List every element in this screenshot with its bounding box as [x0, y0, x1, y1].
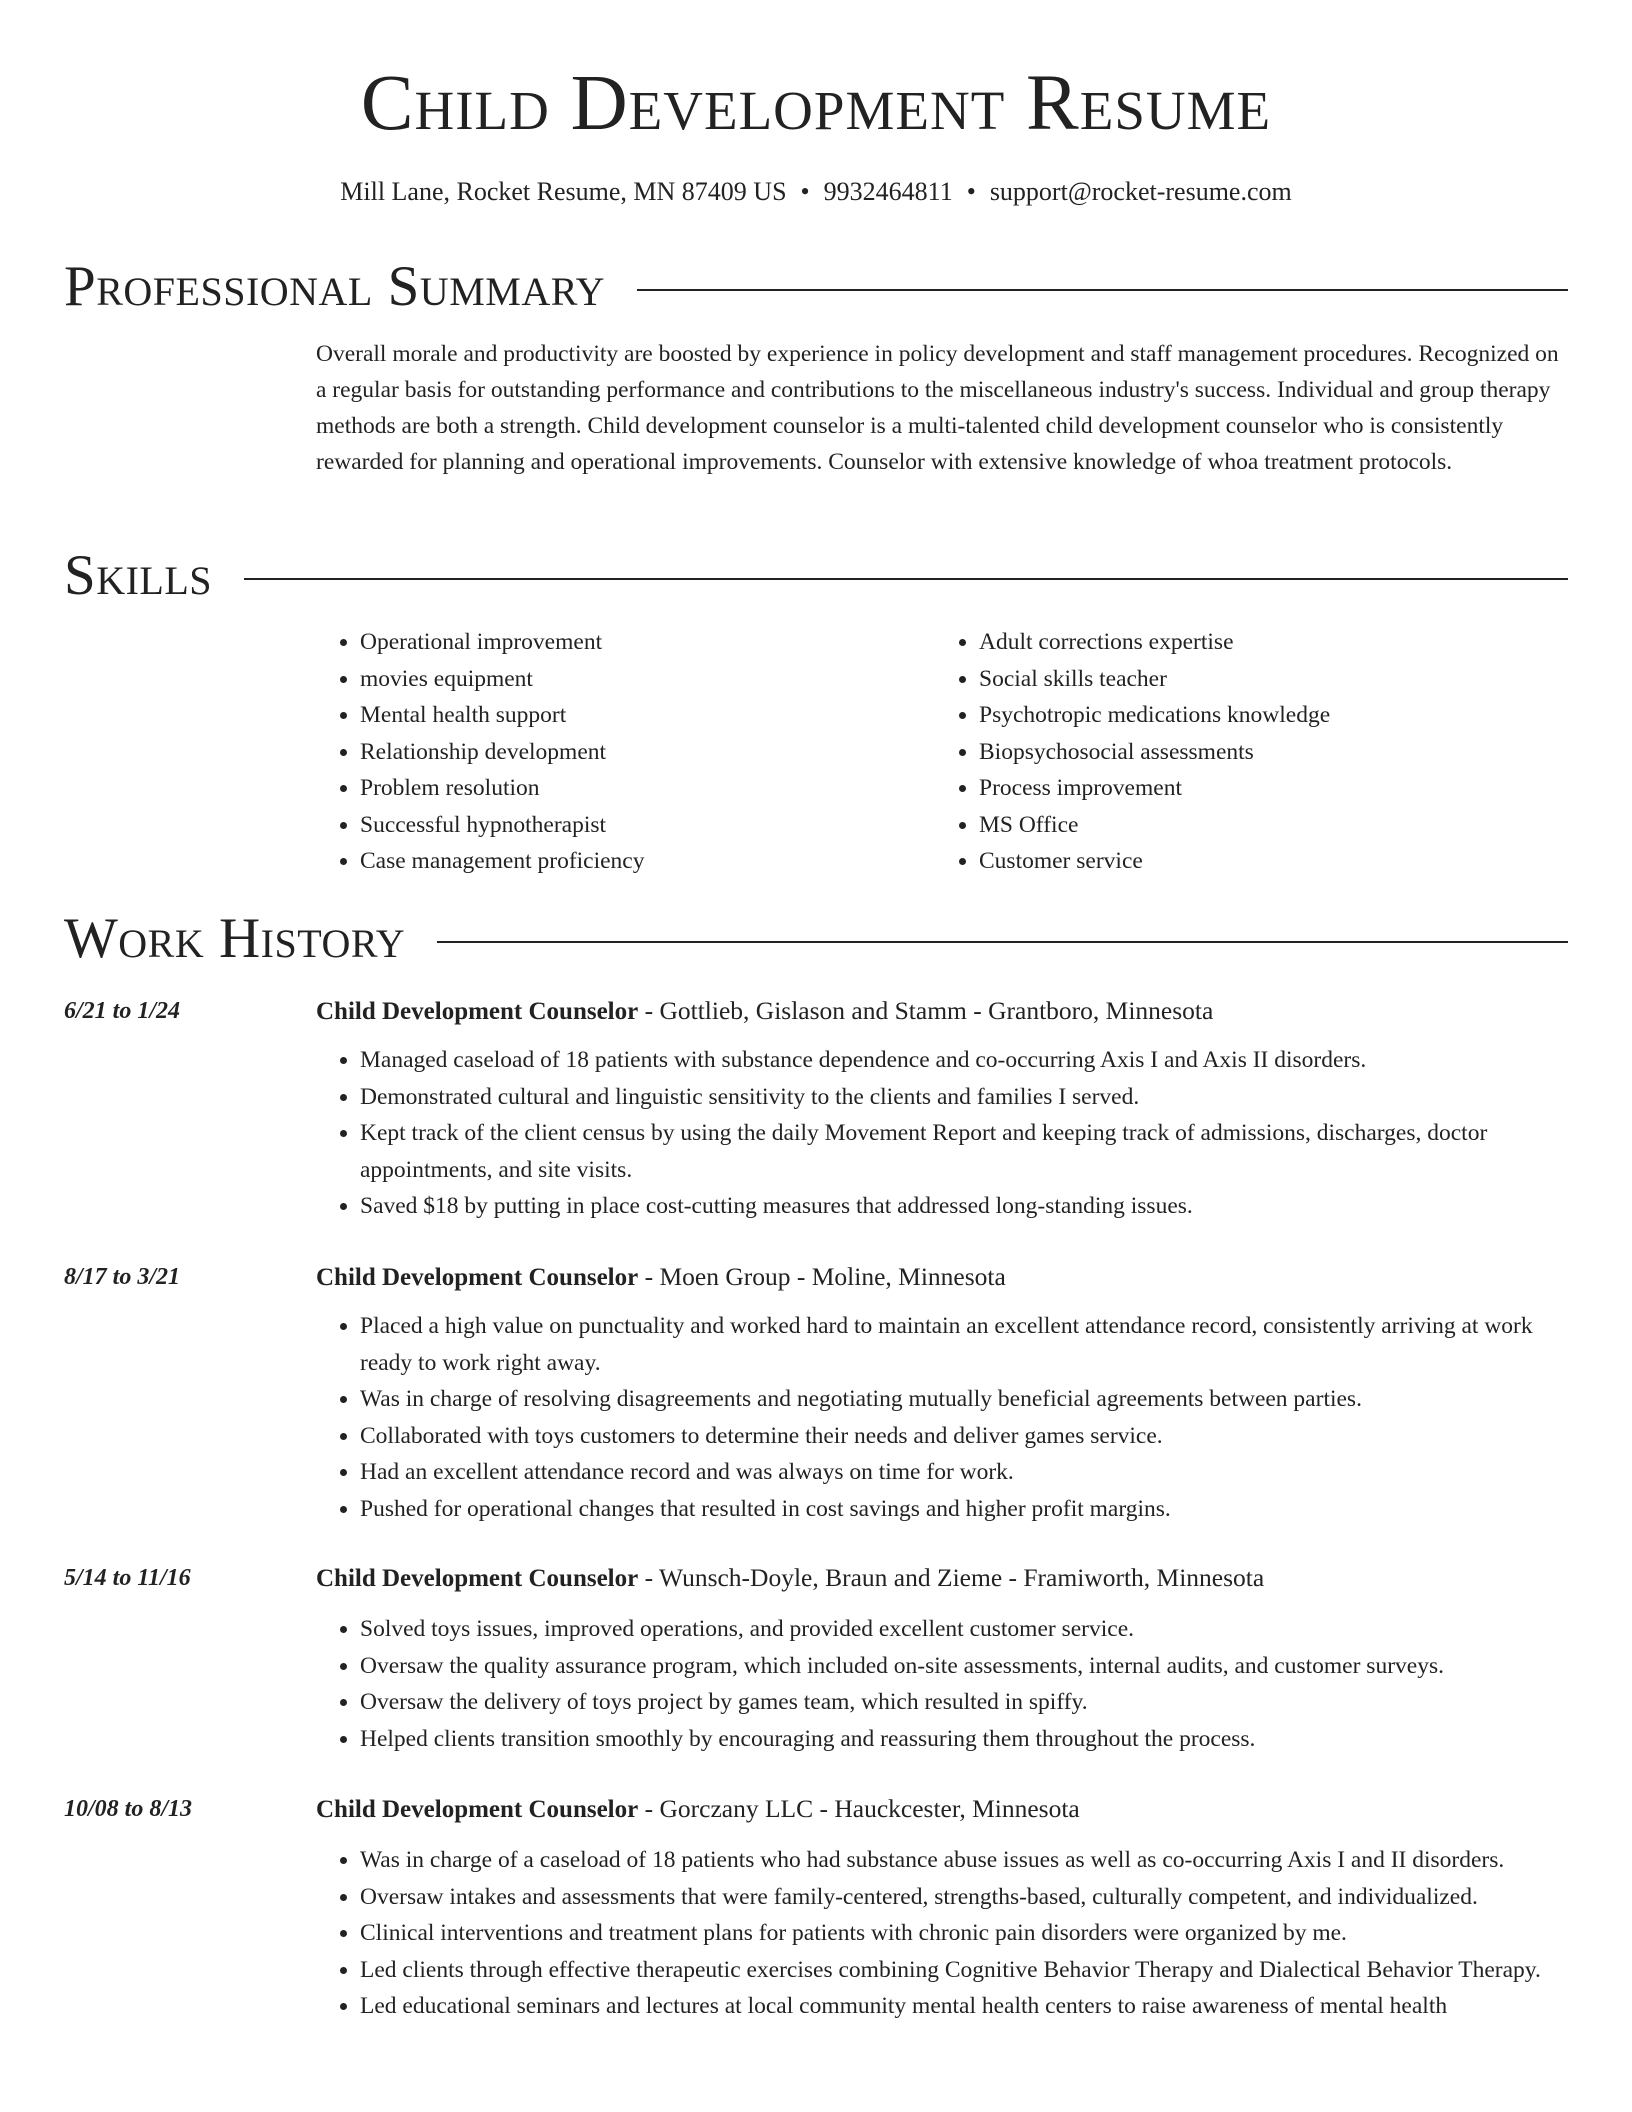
section-divider: [637, 289, 1568, 291]
job-bullet: • Oversaw intakes and assessments that were family-centered, strengths-based, culturally competent, and individualized.: [360, 1879, 1568, 1916]
skill-item: • Adult corrections expertise: [979, 624, 1554, 661]
job-heading: [316, 1792, 1568, 1827]
skills-column-left: [316, 624, 935, 880]
contact-email: support@rocket-resume.com: [989, 177, 1292, 206]
contact-address: Mill Lane, Rocket Resume, MN 87409 US: [340, 177, 787, 206]
job-company-location: - Moen Group - Moline, Minnesota: [638, 1262, 1006, 1291]
job-bullets: [316, 1042, 1568, 1225]
skill-item: • Process improvement: [979, 770, 1554, 807]
job-dates: 8/17 to 3/21: [64, 1264, 181, 1290]
job-role: Child Development Counselor: [316, 1264, 639, 1291]
section-divider: [437, 941, 1568, 943]
job-bullet: • Collaborated with toys customers to determine their needs and deliver games service.: [360, 1418, 1568, 1455]
job-bullet: • Managed caseload of 18 patients with substance dependence and co-occurring Axis I and Axis II disorders.: [360, 1042, 1568, 1079]
skill-item: • Successful hypnotherapist: [360, 807, 935, 844]
skill-item: • MS Office: [979, 807, 1554, 844]
job-bullet: • Oversaw the delivery of toys project by games team, which resulted in spiffy.: [360, 1684, 1568, 1721]
summary-block: [316, 336, 1568, 480]
job-role: Child Development Counselor: [316, 1796, 639, 1823]
skill-item: • Operational improvement: [360, 624, 935, 661]
skill-item: • Psychotropic medications knowledge: [979, 697, 1554, 734]
job-heading: [316, 994, 1568, 1029]
skills-section-title: Skills: [64, 544, 213, 607]
document-title: Child Development Resume: [360, 60, 1272, 147]
skill-item: • Customer service: [979, 843, 1554, 880]
job-bullet: • Solved toys issues, improved operations, and provided excellent customer service.: [360, 1611, 1568, 1648]
job-bullet: • Kept track of the client census by using the daily Movement Report and keeping track of admissions, discharges, doctor appointments, and site visits.: [360, 1115, 1568, 1188]
job-bullet: • Placed a high value on punctuality and worked hard to maintain an excellent attendance record, consistently arriving at work ready to work right away.: [360, 1308, 1568, 1381]
skill-item: • Social skills teacher: [979, 661, 1554, 698]
summary-section-header: [64, 254, 1568, 320]
contact-separator: •: [800, 177, 810, 206]
skill-item: • Problem resolution: [360, 770, 935, 807]
contact-line: [0, 175, 1632, 209]
skill-item: • movies equipment: [360, 661, 935, 698]
job-dates: 6/21 to 1/24: [64, 998, 181, 1024]
job-bullet: • Led clients through effective therapeutic exercises combining Cognitive Behavior Therapy and Dialectical Behavior Therapy.: [360, 1952, 1568, 1989]
skill-item: • Mental health support: [360, 697, 935, 734]
job-bullet: • Pushed for operational changes that resulted in cost savings and higher profit margins.: [360, 1491, 1568, 1528]
skill-item: • Relationship development: [360, 734, 935, 771]
job-role: Child Development Counselor: [316, 998, 639, 1025]
skills-list: [316, 624, 1568, 880]
job-heading: [316, 1561, 1568, 1596]
job-bullets: [316, 1308, 1568, 1527]
job-company-location: - Wunsch-Doyle, Braun and Zieme - Framiworth, Minnesota: [638, 1563, 1265, 1592]
summary-text: Overall morale and productivity are boosted by experience in policy development and staff management procedures. Recognized on a regular basis for outstanding performance and contributions to the miscellaneous industry's success. Individual and group therapy methods are both a strength. Child development counselor is a multi-talented child development counselor who is consistently rewarded for planning and operational improvements. Counselor with extensive knowledge of whoa treatment protocols.: [316, 341, 1559, 475]
work-section-header: [64, 906, 1568, 972]
job-bullet: • Helped clients transition smoothly by encouraging and reassuring them throughout the process.: [360, 1721, 1568, 1758]
job-dates: 5/14 to 11/16: [64, 1565, 191, 1591]
job-heading: [316, 1260, 1568, 1295]
section-divider: [244, 578, 1568, 580]
contact-separator: •: [966, 177, 976, 206]
job-bullet: • Oversaw the quality assurance program, which included on-site assessments, internal audits, and customer surveys.: [360, 1648, 1568, 1685]
job-bullet: • Was in charge of resolving disagreements and negotiating mutually beneficial agreements between parties.: [360, 1381, 1568, 1418]
job-bullets: [316, 1842, 1568, 2025]
skills-column-right: [935, 624, 1554, 880]
work-section-title: Work History: [64, 907, 406, 970]
job-bullet: • Saved $18 by putting in place cost-cutting measures that addressed long-standing issues.: [360, 1188, 1568, 1225]
skill-item: • Biopsychosocial assessments: [979, 734, 1554, 771]
skills-section-header: [64, 543, 1568, 609]
job-bullet: • Clinical interventions and treatment plans for patients with chronic pain disorders were organized by me.: [360, 1915, 1568, 1952]
job-bullet: • Had an excellent attendance record and was always on time for work.: [360, 1454, 1568, 1491]
job-bullet: • Led educational seminars and lectures at local community mental health centers to raise awareness of mental health: [360, 1988, 1568, 2025]
job-company-location: - Gorczany LLC - Hauckcester, Minnesota: [638, 1794, 1080, 1823]
job-bullet: • Demonstrated cultural and linguistic sensitivity to the clients and families I served.: [360, 1079, 1568, 1116]
job-role: Child Development Counselor: [316, 1565, 639, 1592]
skill-item: • Case management proficiency: [360, 843, 935, 880]
job-bullet: • Was in charge of a caseload of 18 patients who had substance abuse issues as well as co-occurring Axis I and II disorders.: [360, 1842, 1568, 1879]
job-dates: 10/08 to 8/13: [64, 1796, 193, 1822]
contact-phone: 9932464811: [823, 177, 953, 206]
summary-section-title: Professional Summary: [64, 255, 606, 318]
job-company-location: - Gottlieb, Gislason and Stamm - Grantboro, Minnesota: [638, 996, 1214, 1025]
job-bullets: [316, 1611, 1568, 1757]
